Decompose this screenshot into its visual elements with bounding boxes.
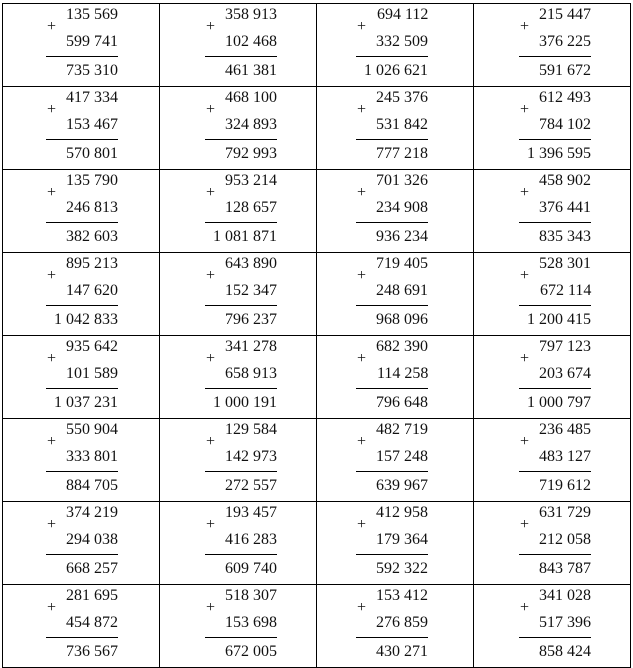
addition-problem-cell bbox=[474, 170, 631, 253]
plus-sign-icon: + bbox=[206, 18, 216, 35]
worksheet-row bbox=[3, 585, 631, 668]
addition-problem bbox=[317, 253, 473, 335]
first-addend: 694 112 bbox=[377, 6, 429, 23]
plus-sign-icon: + bbox=[47, 433, 57, 450]
sum-result: 777 218 bbox=[376, 145, 428, 162]
plus-sign-icon: + bbox=[357, 350, 367, 367]
sum-result: 461 381 bbox=[225, 62, 277, 79]
first-addend: 374 219 bbox=[66, 504, 118, 521]
worksheet-row bbox=[3, 253, 631, 336]
sum-line-divider bbox=[46, 222, 118, 223]
first-addend: 245 376 bbox=[376, 89, 428, 106]
sum-line-divider bbox=[356, 139, 428, 140]
sum-line-divider bbox=[356, 637, 428, 638]
addition-problem bbox=[317, 585, 473, 667]
second-addend: 234 908 bbox=[376, 199, 428, 216]
sum-line-divider bbox=[356, 471, 428, 472]
plus-sign-icon: + bbox=[206, 599, 216, 616]
second-addend: 153 467 bbox=[66, 116, 118, 133]
second-addend: 531 842 bbox=[376, 116, 428, 133]
plus-sign-icon: + bbox=[206, 516, 216, 533]
addition-problem-cell bbox=[317, 585, 474, 668]
addition-problem bbox=[317, 336, 473, 418]
addition-problem bbox=[474, 253, 630, 335]
addition-problem bbox=[474, 87, 630, 169]
addition-problem-cell bbox=[3, 419, 160, 502]
addition-problem bbox=[474, 502, 630, 584]
plus-sign-icon: + bbox=[520, 599, 530, 616]
plus-sign-icon: + bbox=[357, 18, 367, 35]
addition-problem-cell bbox=[474, 419, 631, 502]
first-addend: 935 642 bbox=[66, 338, 118, 355]
sum-result: 1 200 415 bbox=[527, 311, 591, 328]
sum-result: 884 705 bbox=[66, 477, 118, 494]
sum-line-divider bbox=[46, 305, 118, 306]
first-addend: 550 904 bbox=[66, 421, 118, 438]
first-addend: 135 569 bbox=[66, 6, 118, 23]
sum-line-divider bbox=[205, 222, 277, 223]
addition-problem-cell bbox=[317, 4, 474, 87]
addition-problem-cell bbox=[160, 253, 317, 336]
sum-line-divider bbox=[356, 554, 428, 555]
sum-result: 792 993 bbox=[225, 145, 277, 162]
second-addend: 203 674 bbox=[539, 365, 591, 382]
addition-problem bbox=[317, 502, 473, 584]
second-addend: 101 589 bbox=[66, 365, 118, 382]
sum-line-divider bbox=[46, 637, 118, 638]
first-addend: 341 278 bbox=[225, 338, 277, 355]
addition-problem-cell bbox=[3, 336, 160, 419]
sum-result: 609 740 bbox=[225, 560, 277, 577]
plus-sign-icon: + bbox=[357, 267, 367, 284]
sum-result: 272 557 bbox=[225, 477, 277, 494]
addition-problem-cell bbox=[317, 170, 474, 253]
addition-problem-cell bbox=[160, 502, 317, 585]
addition-problem bbox=[474, 419, 630, 501]
sum-result: 672 005 bbox=[225, 643, 277, 660]
sum-result: 936 234 bbox=[376, 228, 428, 245]
worksheet-row bbox=[3, 87, 631, 170]
first-addend: 153 412 bbox=[376, 587, 428, 604]
addition-problem-cell bbox=[317, 87, 474, 170]
addition-problem bbox=[160, 419, 316, 501]
first-addend: 193 457 bbox=[225, 504, 277, 521]
second-addend: 483 127 bbox=[539, 448, 591, 465]
worksheet-row bbox=[3, 4, 631, 87]
second-addend: 248 691 bbox=[376, 282, 428, 299]
second-addend: 276 859 bbox=[376, 614, 428, 631]
plus-sign-icon: + bbox=[206, 101, 216, 118]
sum-line-divider bbox=[205, 305, 277, 306]
addition-problem bbox=[474, 585, 630, 667]
addition-problem-cell bbox=[160, 4, 317, 87]
addition-problem bbox=[160, 253, 316, 335]
first-addend: 215 447 bbox=[539, 6, 591, 23]
sum-result: 736 567 bbox=[66, 643, 118, 660]
worksheet-row bbox=[3, 336, 631, 419]
first-addend: 953 214 bbox=[225, 172, 277, 189]
addition-problem bbox=[3, 87, 159, 169]
second-addend: 246 813 bbox=[66, 199, 118, 216]
sum-result: 1 042 833 bbox=[54, 311, 118, 328]
addition-problem bbox=[317, 170, 473, 252]
sum-line-divider bbox=[356, 388, 428, 389]
addition-problem bbox=[3, 170, 159, 252]
second-addend: 376 225 bbox=[539, 33, 591, 50]
sum-result: 968 096 bbox=[376, 311, 428, 328]
plus-sign-icon: + bbox=[47, 18, 57, 35]
worksheet-row bbox=[3, 419, 631, 502]
plus-sign-icon: + bbox=[520, 18, 530, 35]
sum-line-divider bbox=[519, 305, 591, 306]
first-addend: 358 913 bbox=[225, 6, 277, 23]
first-addend: 341 028 bbox=[539, 587, 591, 604]
first-addend: 281 695 bbox=[66, 587, 118, 604]
addition-problem-cell bbox=[317, 253, 474, 336]
second-addend: 147 620 bbox=[66, 282, 118, 299]
addition-problem bbox=[160, 4, 316, 86]
sum-line-divider bbox=[205, 471, 277, 472]
addition-problem-cell bbox=[474, 4, 631, 87]
sum-line-divider bbox=[519, 139, 591, 140]
second-addend: 294 038 bbox=[66, 531, 118, 548]
addition-problem bbox=[160, 585, 316, 667]
second-addend: 333 801 bbox=[66, 448, 118, 465]
addition-problem bbox=[160, 502, 316, 584]
sum-result: 1 037 231 bbox=[54, 394, 118, 411]
first-addend: 135 790 bbox=[66, 172, 118, 189]
sum-line-divider bbox=[205, 554, 277, 555]
first-addend: 797 123 bbox=[539, 338, 591, 355]
addition-problem-cell bbox=[474, 336, 631, 419]
sum-result: 719 612 bbox=[539, 477, 591, 494]
plus-sign-icon: + bbox=[206, 433, 216, 450]
sum-line-divider bbox=[205, 637, 277, 638]
first-addend: 482 719 bbox=[376, 421, 428, 438]
second-addend: 376 441 bbox=[539, 199, 591, 216]
plus-sign-icon: + bbox=[357, 101, 367, 118]
sum-line-divider bbox=[356, 222, 428, 223]
plus-sign-icon: + bbox=[520, 516, 530, 533]
plus-sign-icon: + bbox=[520, 350, 530, 367]
addition-problem bbox=[160, 87, 316, 169]
sum-result: 1 026 621 bbox=[364, 62, 428, 79]
plus-sign-icon: + bbox=[47, 350, 57, 367]
first-addend: 129 584 bbox=[225, 421, 277, 438]
second-addend: 454 872 bbox=[66, 614, 118, 631]
addition-problem bbox=[317, 419, 473, 501]
second-addend: 152 347 bbox=[225, 282, 277, 299]
addition-problem bbox=[160, 336, 316, 418]
plus-sign-icon: + bbox=[520, 101, 530, 118]
sum-result: 843 787 bbox=[539, 560, 591, 577]
addition-problem bbox=[3, 4, 159, 86]
sum-result: 639 967 bbox=[376, 477, 428, 494]
second-addend: 517 396 bbox=[539, 614, 591, 631]
addition-problem-cell bbox=[3, 4, 160, 87]
second-addend: 672 114 bbox=[540, 282, 592, 299]
addition-problem-cell bbox=[160, 336, 317, 419]
plus-sign-icon: + bbox=[47, 267, 57, 284]
addition-problem-cell bbox=[474, 87, 631, 170]
sum-result: 835 343 bbox=[539, 228, 591, 245]
first-addend: 701 326 bbox=[376, 172, 428, 189]
sum-line-divider bbox=[46, 554, 118, 555]
addition-problem-cell bbox=[160, 170, 317, 253]
addition-problem bbox=[3, 336, 159, 418]
first-addend: 895 213 bbox=[66, 255, 118, 272]
addition-problem-cell bbox=[3, 502, 160, 585]
sum-result: 1 081 871 bbox=[213, 228, 277, 245]
first-addend: 236 485 bbox=[539, 421, 591, 438]
second-addend: 128 657 bbox=[225, 199, 277, 216]
plus-sign-icon: + bbox=[47, 599, 57, 616]
first-addend: 518 307 bbox=[225, 587, 277, 604]
sum-result: 1 396 595 bbox=[527, 145, 591, 162]
addition-problem bbox=[474, 4, 630, 86]
sum-line-divider bbox=[519, 56, 591, 57]
addition-problem-cell bbox=[160, 585, 317, 668]
sum-result: 592 322 bbox=[376, 560, 428, 577]
second-addend: 784 102 bbox=[539, 116, 591, 133]
sum-line-divider bbox=[519, 554, 591, 555]
sum-line-divider bbox=[46, 56, 118, 57]
sum-line-divider bbox=[205, 388, 277, 389]
worksheet-body bbox=[3, 4, 631, 668]
sum-line-divider bbox=[519, 388, 591, 389]
sum-result: 735 310 bbox=[66, 62, 118, 79]
worksheet-row bbox=[3, 502, 631, 585]
first-addend: 682 390 bbox=[376, 338, 428, 355]
sum-line-divider bbox=[205, 56, 277, 57]
plus-sign-icon: + bbox=[520, 184, 530, 201]
sum-result: 430 271 bbox=[376, 643, 428, 660]
sum-line-divider bbox=[356, 56, 428, 57]
plus-sign-icon: + bbox=[520, 433, 530, 450]
second-addend: 599 741 bbox=[66, 33, 118, 50]
sum-line-divider bbox=[46, 471, 118, 472]
sum-result: 796 648 bbox=[376, 394, 428, 411]
addition-problem bbox=[474, 336, 630, 418]
sum-result: 591 672 bbox=[539, 62, 591, 79]
sum-line-divider bbox=[356, 305, 428, 306]
second-addend: 179 364 bbox=[376, 531, 428, 548]
sum-result: 1 000 191 bbox=[213, 394, 277, 411]
plus-sign-icon: + bbox=[206, 350, 216, 367]
addition-problem-cell bbox=[474, 502, 631, 585]
worksheet-row bbox=[3, 170, 631, 253]
addition-problem bbox=[3, 585, 159, 667]
plus-sign-icon: + bbox=[520, 267, 530, 284]
first-addend: 612 493 bbox=[539, 89, 591, 106]
plus-sign-icon: + bbox=[47, 101, 57, 118]
first-addend: 643 890 bbox=[225, 255, 277, 272]
first-addend: 528 301 bbox=[539, 255, 591, 272]
addition-problem-cell bbox=[3, 170, 160, 253]
plus-sign-icon: + bbox=[357, 599, 367, 616]
sum-result: 1 000 797 bbox=[527, 394, 591, 411]
sum-line-divider bbox=[519, 222, 591, 223]
first-addend: 417 334 bbox=[66, 89, 118, 106]
addition-problem-cell bbox=[317, 502, 474, 585]
addition-problem-cell bbox=[3, 253, 160, 336]
plus-sign-icon: + bbox=[357, 516, 367, 533]
addition-problem bbox=[160, 170, 316, 252]
second-addend: 157 248 bbox=[376, 448, 428, 465]
first-addend: 468 100 bbox=[225, 89, 277, 106]
addition-problem-cell bbox=[3, 585, 160, 668]
first-addend: 631 729 bbox=[539, 504, 591, 521]
sum-result: 668 257 bbox=[66, 560, 118, 577]
addition-problem-cell bbox=[160, 87, 317, 170]
plus-sign-icon: + bbox=[206, 267, 216, 284]
second-addend: 332 509 bbox=[376, 33, 428, 50]
plus-sign-icon: + bbox=[47, 184, 57, 201]
second-addend: 102 468 bbox=[225, 33, 277, 50]
addition-problem bbox=[317, 4, 473, 86]
plus-sign-icon: + bbox=[357, 433, 367, 450]
sum-result: 570 801 bbox=[66, 145, 118, 162]
second-addend: 212 058 bbox=[539, 531, 591, 548]
sum-line-divider bbox=[46, 139, 118, 140]
sum-line-divider bbox=[205, 139, 277, 140]
sum-result: 796 237 bbox=[225, 311, 277, 328]
addition-problem-cell bbox=[160, 419, 317, 502]
addition-problem bbox=[3, 502, 159, 584]
second-addend: 114 258 bbox=[377, 365, 429, 382]
second-addend: 153 698 bbox=[225, 614, 277, 631]
first-addend: 719 405 bbox=[376, 255, 428, 272]
sum-line-divider bbox=[519, 471, 591, 472]
sum-line-divider bbox=[46, 388, 118, 389]
addition-problem bbox=[474, 170, 630, 252]
second-addend: 416 283 bbox=[225, 531, 277, 548]
plus-sign-icon: + bbox=[357, 184, 367, 201]
second-addend: 658 913 bbox=[225, 365, 277, 382]
addition-problem bbox=[3, 419, 159, 501]
plus-sign-icon: + bbox=[47, 516, 57, 533]
sum-result: 858 424 bbox=[539, 643, 591, 660]
addition-worksheet-table bbox=[2, 3, 631, 668]
addition-problem-cell bbox=[3, 87, 160, 170]
second-addend: 324 893 bbox=[225, 116, 277, 133]
addition-problem-cell bbox=[317, 419, 474, 502]
addition-problem-cell bbox=[317, 336, 474, 419]
sum-line-divider bbox=[519, 637, 591, 638]
first-addend: 412 958 bbox=[376, 504, 428, 521]
addition-problem bbox=[3, 253, 159, 335]
plus-sign-icon: + bbox=[206, 184, 216, 201]
sum-result: 382 603 bbox=[66, 228, 118, 245]
first-addend: 458 902 bbox=[539, 172, 591, 189]
addition-problem-cell bbox=[474, 585, 631, 668]
addition-problem bbox=[317, 87, 473, 169]
second-addend: 142 973 bbox=[225, 448, 277, 465]
addition-problem-cell bbox=[474, 253, 631, 336]
